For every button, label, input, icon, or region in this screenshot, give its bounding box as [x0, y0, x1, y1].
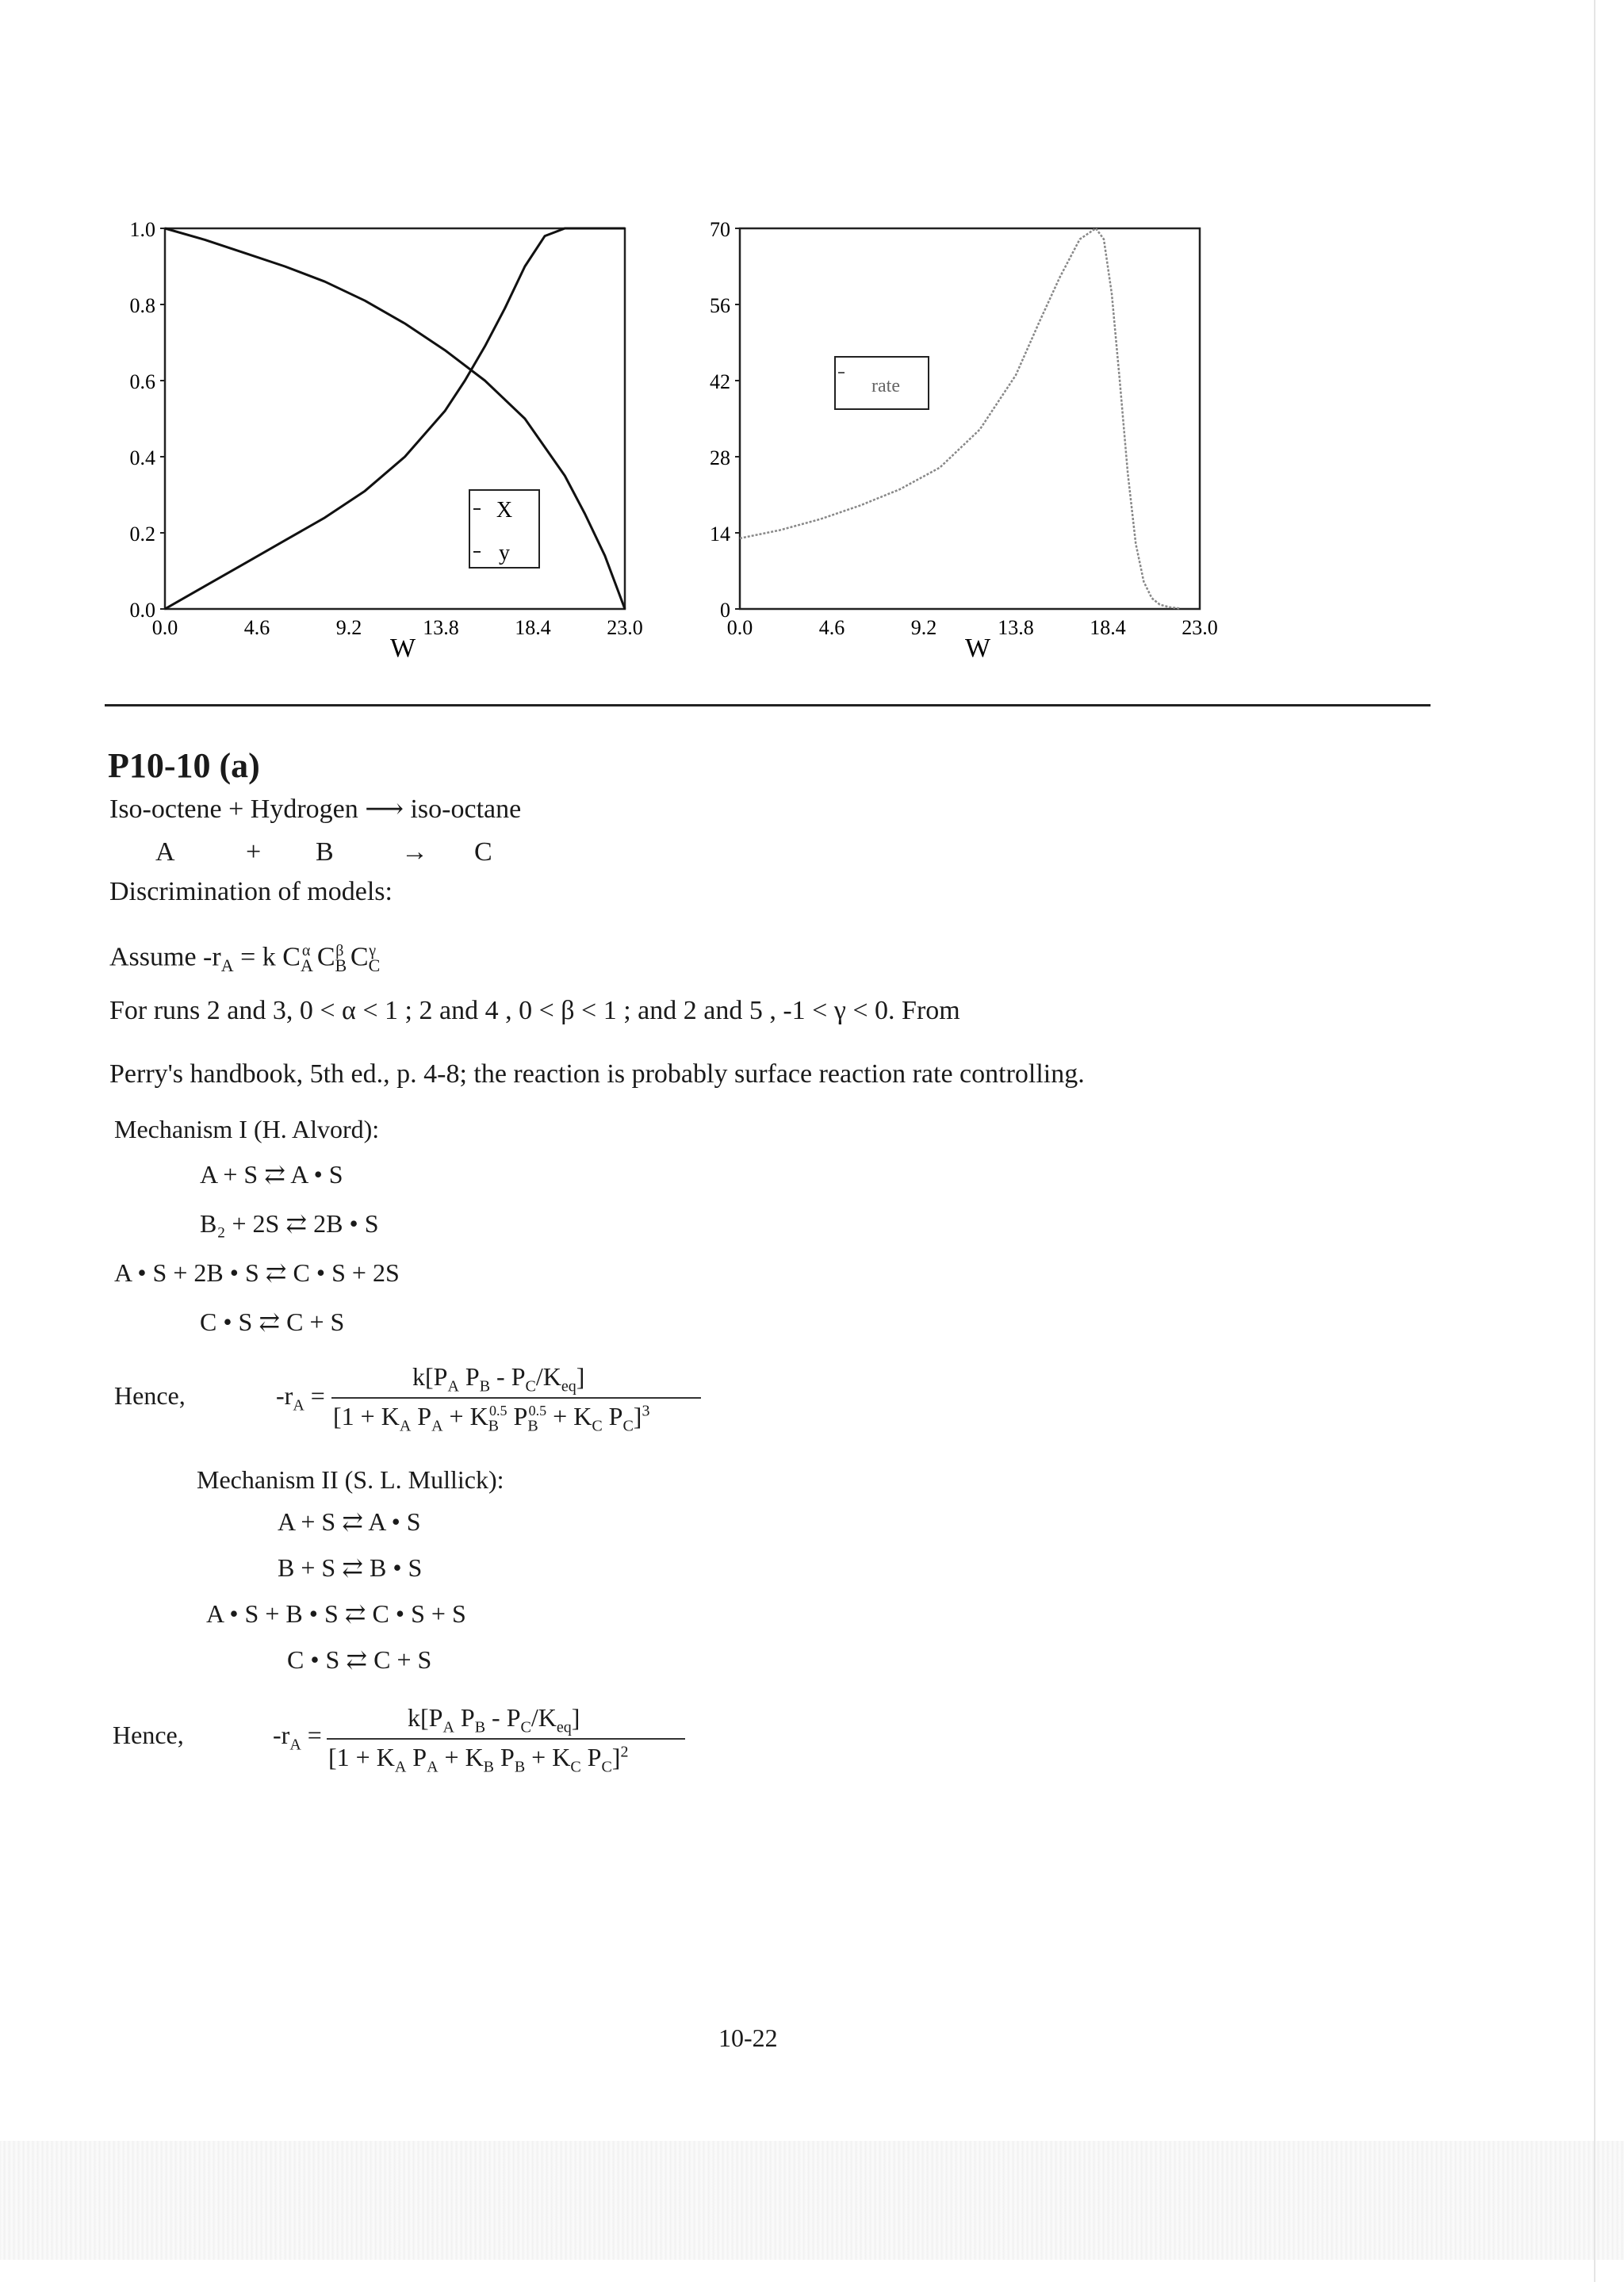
mechanism-2-step-3: A • S + B • S ⇄ C • S + S [206, 1599, 466, 1628]
x-tick-label: 23.0 [1182, 616, 1218, 639]
problem-title: P10-10 (a) [108, 746, 260, 785]
y-tick-label: 56 [710, 294, 730, 317]
y-tick-label: 0.0 [129, 599, 155, 622]
x-tick-label: 9.2 [910, 616, 937, 639]
mechanism-2-title: Mechanism II (S. L. Mullick): [197, 1465, 504, 1494]
rate-expression-1-lhs: $-r_A$ = [276, 1381, 325, 1415]
discrimination-label: Discrimination of models: [109, 877, 393, 906]
plot-frame [740, 228, 1200, 609]
rate-expression-2-numerator: $k[P_A$ $P_B - P_C/K_{eq}$] [408, 1703, 580, 1736]
series-line-x [165, 228, 625, 609]
reaction-words: Iso-octene + Hydrogen ⟶ iso-octane [109, 794, 522, 824]
rate-expression-2-lhs: $-r_A$ = [273, 1721, 322, 1754]
y-tick-label: 1.0 [129, 218, 155, 241]
legend-y-label: y [499, 541, 510, 565]
mechanism-1-step-1: A + S ⇄ A • S [200, 1160, 343, 1189]
series-line-rate [740, 228, 1180, 608]
mechanism-2-step-1: A + S ⇄ A • S [278, 1507, 421, 1536]
y-tick-label: 14 [710, 523, 730, 546]
y-tick-label: 0.8 [129, 294, 155, 317]
x-tick-label: 4.6 [243, 616, 270, 639]
rate-expression-1-denominator: [$1 + K_A$ $P_A + K_B^{0.5}$ $P_B^{0.5} + K_C$ $P_C]^3$ [333, 1402, 650, 1435]
x-tick-label: 13.8 [998, 616, 1034, 639]
mechanism-2-step-2: B + S ⇄ B • S [278, 1553, 423, 1582]
page-edge [1594, 0, 1595, 2282]
chart-rate [678, 214, 1249, 666]
x-tick-label: 4.6 [818, 616, 845, 639]
fraction-bar-1 [331, 1397, 701, 1399]
x-tick-label: 13.8 [423, 616, 459, 639]
assume-rate-law: Assume $-r_A = k$ $C_A^\alpha$ $C_B^\beta$ $C_C^\gamma$ [109, 942, 381, 976]
legend-x-label: X [496, 498, 513, 523]
hence-label-1: Hence, [114, 1381, 186, 1410]
x-tick-label: 23.0 [607, 616, 643, 639]
y-tick-label: 42 [710, 370, 730, 393]
runs-constraints: For runs 2 and 3, 0 < α < 1 ; 2 and 4 , 0 < β < 1 ; and 2 and 5 , -1 < γ < 0. From [109, 996, 960, 1025]
x-axis-label: W [964, 634, 991, 663]
y-tick-label: 28 [710, 446, 730, 469]
page-number: 10-22 [718, 2024, 778, 2052]
y-tick-label: 0.4 [129, 446, 155, 469]
horizontal-rule [105, 704, 1431, 706]
perry-reference: Perry's handbook, 5th ed., p. 4-8; the reaction is probably surface reaction rate controlling. [109, 1059, 1085, 1089]
legend-rate-label: rate [871, 376, 900, 396]
fraction-bar-2 [327, 1738, 685, 1740]
x-tick-label: 0.0 [151, 616, 178, 639]
mechanism-2-step-4: C • S ⇄ C + S [287, 1645, 432, 1674]
y-tick-label: 0.6 [129, 370, 155, 393]
reaction-letter-b: B [316, 837, 334, 867]
y-tick-label: 0 [720, 599, 730, 622]
reaction-letter-a: A [155, 837, 175, 867]
x-axis-label: W [389, 634, 416, 663]
reaction-letter-c: C [474, 837, 492, 867]
mechanism-1-step-3: A • S + 2B • S ⇄ C • S + 2S [114, 1258, 400, 1287]
y-tick-label: 0.2 [129, 523, 155, 546]
reaction-plus: + [246, 837, 262, 867]
rate-expression-2-denominator: [$1 + K_A$ $P_A + K_B$ $P_B + K_C$ $P_C]^2$ [328, 1743, 629, 1776]
chart-conversion [103, 214, 674, 666]
y-tick-label: 70 [710, 218, 730, 241]
reaction-arrow: → [401, 837, 428, 867]
rate-expression-1-numerator: $k[P_A$ $P_B - P_C/K_{eq}$] [412, 1362, 585, 1396]
plot-frame [165, 228, 625, 609]
x-tick-label: 9.2 [335, 616, 362, 639]
x-tick-label: 0.0 [726, 616, 753, 639]
series-line-y [165, 228, 625, 609]
scan-artifact-band [0, 2141, 1624, 2260]
x-tick-label: 18.4 [1090, 616, 1126, 639]
mechanism-1-step-2: B₂ + 2S ⇄ 2B • S [200, 1209, 379, 1238]
mechanism-1-title: Mechanism I (H. Alvord): [114, 1115, 380, 1143]
hence-label-2: Hence, [113, 1721, 184, 1749]
x-tick-label: 18.4 [515, 616, 551, 639]
mechanism-1-step-4: C • S ⇄ C + S [200, 1308, 345, 1336]
